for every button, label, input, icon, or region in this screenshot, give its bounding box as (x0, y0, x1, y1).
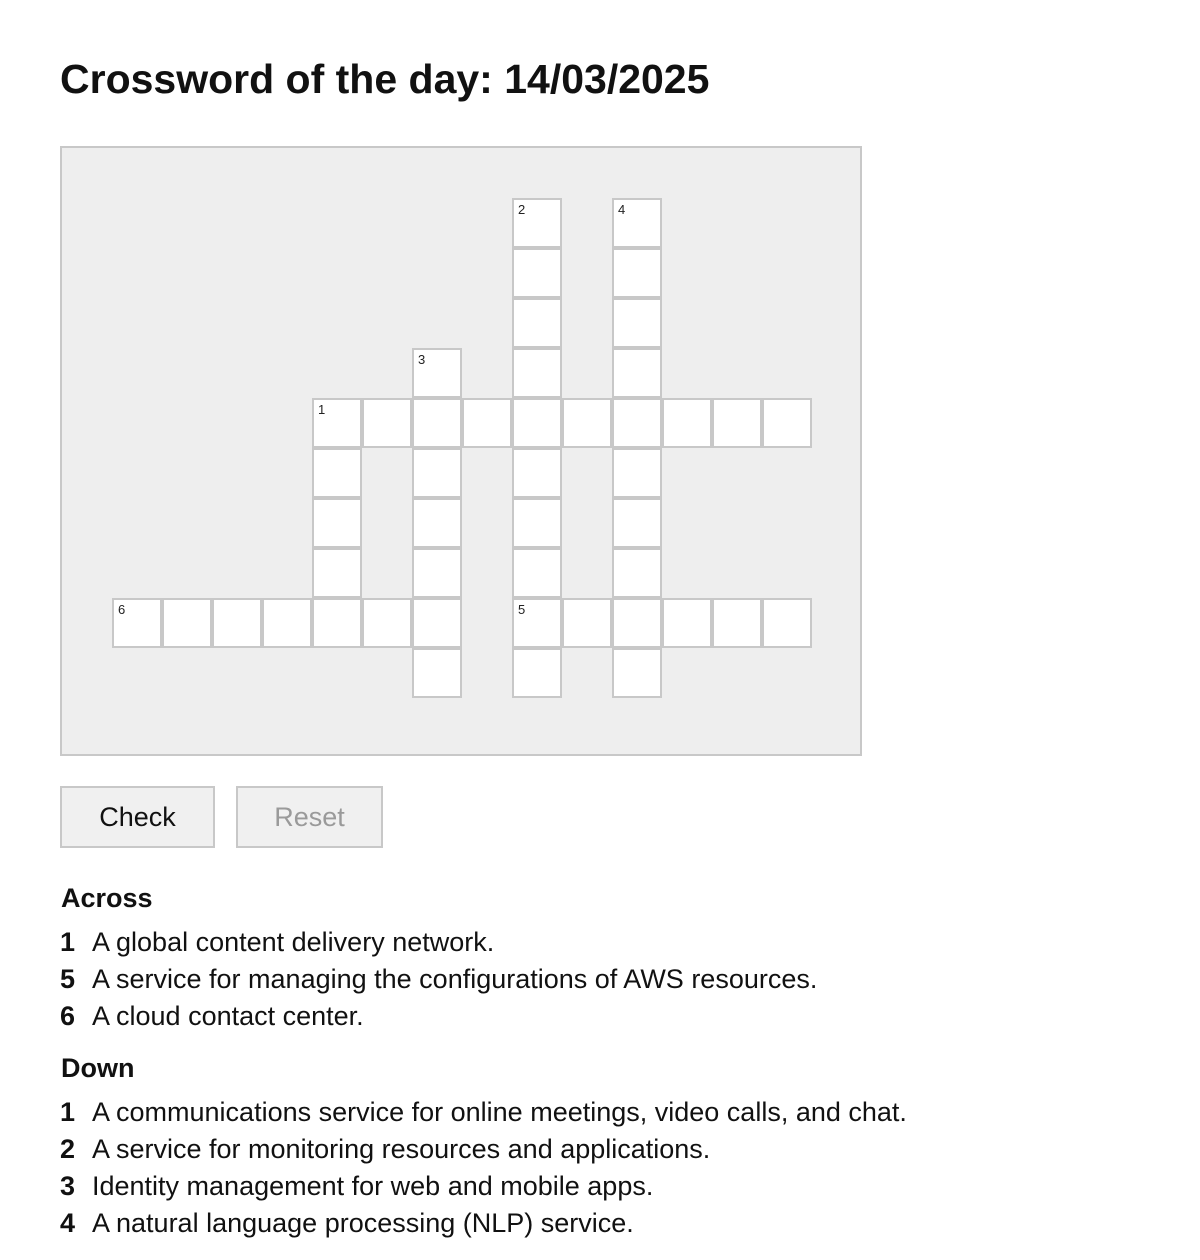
crossword-cell[interactable] (362, 398, 412, 448)
across-clue-item (60, 998, 817, 1035)
crossword-cell[interactable] (512, 448, 562, 498)
clue-number: 4 (60, 1208, 76, 1238)
crossword-cell[interactable] (612, 648, 662, 698)
crossword-cell[interactable] (112, 598, 162, 648)
crossword-cell[interactable] (612, 448, 662, 498)
crossword-grid (60, 146, 862, 756)
down-heading: Down (61, 1053, 135, 1083)
crossword-cell[interactable] (612, 598, 662, 648)
cell-clue-number: 1 (318, 402, 326, 417)
clue-text: A service for managing the configurations of AWS resources. (92, 964, 818, 994)
crossword-cell[interactable] (662, 398, 712, 448)
clue-text: Identity management for web and mobile apps. (92, 1171, 654, 1201)
clue-text: A natural language processing (NLP) service. (92, 1208, 634, 1238)
crossword-cell[interactable] (512, 548, 562, 598)
down-clue-item (60, 1131, 907, 1168)
crossword-cell[interactable] (662, 598, 712, 648)
clue-text: A service for monitoring resources and applications. (92, 1134, 711, 1164)
clue-number: 5 (60, 964, 76, 994)
crossword-cell[interactable] (412, 548, 462, 598)
crossword-cell[interactable] (612, 298, 662, 348)
reset-button[interactable]: Reset (236, 786, 383, 848)
across-clue-item (60, 961, 817, 998)
crossword-cell[interactable] (312, 448, 362, 498)
crossword-cell[interactable] (412, 598, 462, 648)
cell-clue-number: 2 (518, 202, 526, 217)
crossword-cell[interactable] (512, 298, 562, 348)
crossword-cell[interactable] (512, 498, 562, 548)
crossword-cell[interactable] (612, 498, 662, 548)
crossword-cell[interactable] (312, 398, 362, 448)
crossword-cell[interactable] (412, 398, 462, 448)
crossword-cell[interactable] (512, 198, 562, 248)
crossword-cell[interactable] (612, 398, 662, 448)
crossword-cell[interactable] (412, 648, 462, 698)
crossword-cell[interactable] (512, 348, 562, 398)
crossword-cell[interactable] (212, 598, 262, 648)
crossword-cell[interactable] (412, 348, 462, 398)
clue-number: 1 (60, 927, 76, 957)
crossword-cell[interactable] (462, 398, 512, 448)
clue-number: 2 (60, 1134, 76, 1164)
clue-number: 3 (60, 1171, 76, 1201)
crossword-cell[interactable] (412, 498, 462, 548)
across-clue-item (60, 924, 817, 961)
crossword-cell[interactable] (512, 248, 562, 298)
crossword-cell[interactable] (712, 598, 762, 648)
crossword-cell[interactable] (612, 348, 662, 398)
crossword-cell[interactable] (312, 498, 362, 548)
crossword-cell[interactable] (312, 598, 362, 648)
clue-text: A communications service for online meetings, video calls, and chat. (92, 1097, 907, 1127)
clue-text: A global content delivery network. (92, 927, 495, 957)
cell-clue-number: 5 (518, 602, 526, 617)
crossword-cell[interactable] (262, 598, 312, 648)
crossword-cell[interactable] (512, 648, 562, 698)
cell-clue-number: 4 (618, 202, 626, 217)
crossword-cell[interactable] (762, 598, 812, 648)
down-clue-item (60, 1168, 907, 1205)
crossword-cell[interactable] (712, 398, 762, 448)
clue-number: 1 (60, 1097, 76, 1127)
clue-number: 6 (60, 1001, 76, 1031)
clue-text: A cloud contact center. (92, 1001, 364, 1031)
crossword-cell[interactable] (162, 598, 212, 648)
crossword-cell[interactable] (512, 598, 562, 648)
crossword-cell[interactable] (362, 598, 412, 648)
crossword-cell[interactable] (512, 398, 562, 448)
crossword-cell[interactable] (612, 248, 662, 298)
crossword-cell[interactable] (562, 398, 612, 448)
across-heading: Across (61, 883, 153, 913)
down-clue-item (60, 1205, 907, 1242)
cell-clue-number: 6 (118, 602, 126, 617)
down-clue-list (60, 1094, 907, 1242)
crossword-cell[interactable] (562, 598, 612, 648)
page-title: Crossword of the day: 14/03/2025 (60, 56, 710, 102)
crossword-cell[interactable] (412, 448, 462, 498)
crossword-cell[interactable] (612, 548, 662, 598)
check-button[interactable]: Check (60, 786, 215, 848)
crossword-cell[interactable] (312, 548, 362, 598)
cell-clue-number: 3 (418, 352, 426, 367)
crossword-cell[interactable] (612, 198, 662, 248)
crossword-cell[interactable] (762, 398, 812, 448)
across-clue-list (60, 924, 817, 1035)
down-clue-item (60, 1094, 907, 1131)
